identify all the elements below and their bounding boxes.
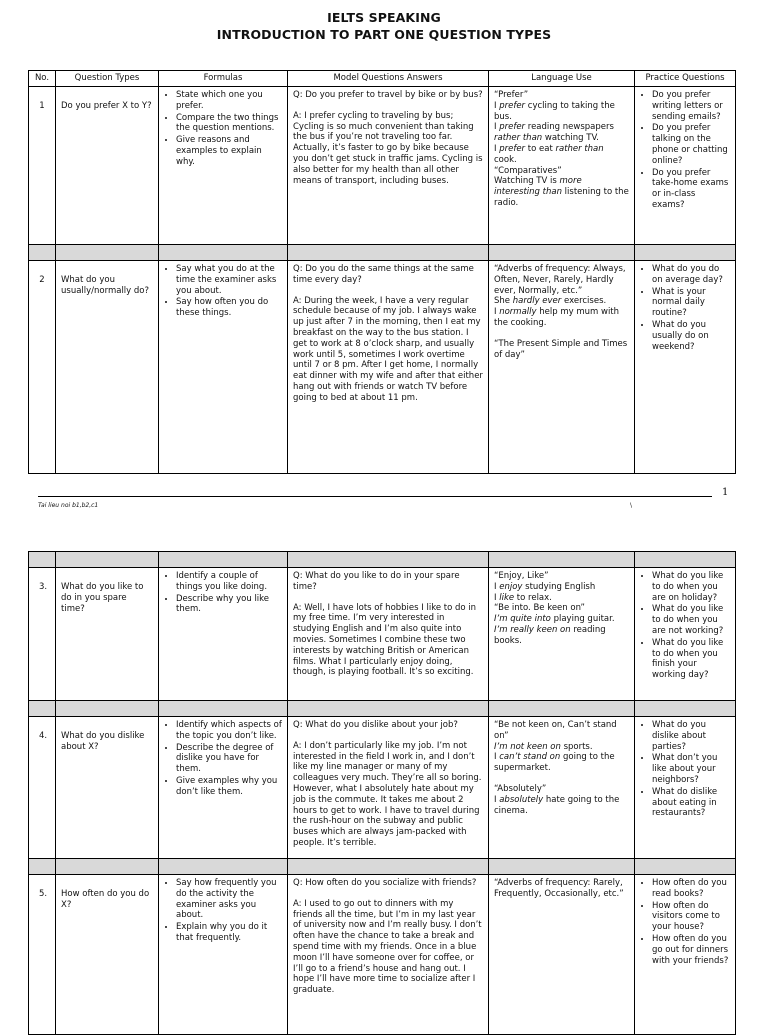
practice-cell [635,875,736,1035]
formula-item: • Identify a couple of things you like doing. [176,571,282,593]
header-language: Language Use [489,71,635,87]
model-question: Q: Do you prefer to travel by bike or by bus? [293,90,483,100]
practice-cell [635,261,736,474]
formula-item: • Give examples why you don’t like them. [176,776,282,798]
language-example: I can’t stand on going to the supermarket. [494,752,615,774]
model-answer-cell [288,261,489,474]
question-type: What do you usually/normally do? [56,261,159,474]
formulas-cell [159,87,288,245]
practice-item: • What do you usually do on weekend? [652,320,730,352]
model-question: Q: What do you like to do in your spare time? [293,571,460,592]
language-heading: “Adverbs of frequency: Rarely, Frequently, Occasionally, etc.” [494,878,624,899]
formula-item: • Say how often you do these things. [176,297,282,319]
language-heading: “The Present Simple and Times of day” [494,338,628,360]
formulas-cell [159,717,288,859]
formula-item: • Describe the degree of dislike you have for them. [176,743,282,775]
formula-item: • Give reasons and examples to explain why. [176,135,282,167]
row-number: 4. [29,717,56,859]
table-header-row [29,71,736,87]
formula-item: • State which one you prefer. [176,90,282,112]
language-use-cell [489,87,635,245]
language-heading: “Comparatives” [494,165,562,176]
question-type: What do you like to do in you spare time? [56,568,159,701]
practice-item: • Do you prefer take-home exams or in-class exams? [652,168,730,211]
language-example: I prefer cycling to taking the bus. [494,100,615,122]
language-example: I’m really keen on reading books. [494,624,606,646]
table-row [29,261,736,474]
language-example: She hardly ever exercises. [494,296,607,307]
header-no: No. [29,71,56,87]
separator-row [29,701,736,717]
formula-item: • Explain why you do it that frequently. [176,922,282,944]
model-answer-cell [288,875,489,1035]
practice-cell [635,87,736,245]
formulas-cell [159,261,288,474]
practice-cell [635,568,736,701]
footer-divider [38,496,712,497]
model-answer-cell [288,87,489,245]
table-row [29,717,736,859]
row-number: 3. [29,568,56,701]
language-example: I prefer reading newspapers rather than watching TV. [494,122,614,144]
practice-item: • How often do you go out for dinners with your friends? [652,934,730,966]
model-answer: A: I used to go out to dinners with my friends all the time, but I’m in my last year of university now and I’m really busy. I don’t often have the chance to take a break and spend time with my friends. Once in a blue moon I’ll have someone over for coffee, or I’ll go to a friend’s house and hang out. I hope I’ll have more time to socialize after I graduate. [293,898,482,996]
formula-item: • Describe why you like them. [176,594,282,616]
question-type: How often do you do X? [56,875,159,1035]
table-row [29,568,736,701]
model-answer-cell [288,717,489,859]
model-question: Q: Do you do the same things at the same time every day? [293,264,474,285]
table-row [29,875,736,1035]
formulas-cell [159,568,288,701]
language-heading: “Enjoy, Like” [494,571,549,581]
row-number: 2 [29,261,56,474]
practice-item: • What do you dislike about parties? [652,720,730,752]
practice-item: • Do you prefer talking on the phone or chatting online? [652,123,730,166]
language-heading: “Prefer” [494,90,529,100]
formula-item: • Identify which aspects of the topic you don’t like. [176,720,282,742]
separator-row [29,552,736,568]
language-heading: “Adverbs of frequency: Always, Often, Never, Rarely, Hardly ever, Normally, etc.” [494,264,626,296]
practice-item: • Do you prefer writing letters or sending emails? [652,90,730,122]
footer-mark: \ [630,502,633,509]
document-subtitle: INTRODUCTION TO PART ONE QUESTION TYPES [216,27,552,42]
separator-row [29,245,736,261]
practice-item: • How often do you read books? [652,878,730,900]
language-example: I enjoy studying English [494,581,596,592]
language-example: I prefer to eat rather than cook. [494,143,604,165]
page-number: 1 [722,487,729,498]
model-question: Q: How often do you socialize with friends? [293,878,477,888]
model-answer: A: I don’t particularly like my job. I’m not interested in the field I work in, and I don’t like my line manager or many of my colleagues very much. They’re all so boring. However, what I absolutely hate about my job is the commute. It takes me about 2 hours to get to work. I have to travel during the rush-hour on the subway and public buses which are always jam-packed with people. It’s terrible. [293,740,482,848]
language-example: I like to relax. [494,592,552,603]
document-title: IELTS SPEAKING [327,10,441,25]
practice-item: • What do dislike about eating in restaurants? [652,787,730,819]
model-question: Q: What do you dislike about your job? [293,720,458,730]
language-use-cell [489,717,635,859]
model-answer: A: I prefer cycling to traveling by bus; Cycling is so much convenient than taking the bus if you’re not traveling too far. Actually, it’s faster to go by bike because you don’t get stuck in traffic jams. Cycling is also better for my health than all other means of transport, including buses. [293,110,483,186]
model-answer: A: Well, I have lots of hobbies I like to do in my free time. I’m very interested in studying English and I’m also quite into movies. Sometimes I combine these two interests by watching British or American films. What I particularly enjoy doing, though, is playing football. It’s so exciting. [293,602,477,678]
footer-note: Tai lieu noi b1,b2,c1 [38,502,99,509]
practice-item: • What don’t you like about your neighbors? [652,753,730,785]
practice-item: • How often do visitors come to your house? [652,901,730,933]
row-number: 1 [29,87,56,245]
table-row [29,87,736,245]
separator-row [29,859,736,875]
model-answer-cell [288,568,489,701]
header-question-types: Question Types [56,71,159,87]
language-example: I’m quite into playing guitar. [494,614,615,625]
practice-item: • What is your normal daily routine? [652,287,730,319]
language-example: I normally help my mum with the cooking. [494,307,620,328]
language-heading: “Absolutely” [494,783,547,794]
question-types-table-page2 [28,551,736,1035]
header-model: Model Questions Answers [288,71,489,87]
question-types-table-page1 [28,70,736,474]
practice-item: • What do you do on average day? [652,264,730,286]
header-formulas: Formulas [159,71,288,87]
practice-item: • What do you like to do when you are on holiday? [652,571,730,603]
model-answer: A: During the week, I have a very regular schedule because of my job. I always wake up just after 7 in the morning, then I eat my breakfast on the way to the bus station. I get to work at 8 o’clock sharp, and usually work until 5, sometimes I work overtime until 7 or 8 pm. After I get home, I normally eat dinner with my wife and after that either hang out with friends or watch TV before going to bed at about 11 pm. [293,295,483,403]
formula-item: • Say how frequently you do the activity the examiner asks you about. [176,878,282,921]
formula-item: • Say what you do at the time the examiner asks you about. [176,264,282,296]
language-use-cell [489,875,635,1035]
formulas-cell [159,875,288,1035]
language-example: I’m not keen on sports. [494,741,593,752]
practice-cell [635,717,736,859]
language-heading: “Be into. Be keen on” [494,603,585,614]
language-example: Watching TV is more interesting than listening to the radio. [494,176,629,208]
language-example: I absolutely hate going to the cinema. [494,794,620,816]
practice-item: • What do you like to do when you are not working? [652,604,730,636]
practice-item: • What do you like to do when you finish your working day? [652,638,730,681]
language-use-cell [489,261,635,474]
row-number: 5. [29,875,56,1035]
language-heading: “Be not keen on, Can’t stand on” [494,720,617,741]
question-type: What do you dislike about X? [56,717,159,859]
language-use-cell [489,568,635,701]
header-practice: Practice Questions [635,71,736,87]
question-type: Do you prefer X to Y? [56,87,159,245]
formula-item: • Compare the two things the question mentions. [176,113,282,135]
